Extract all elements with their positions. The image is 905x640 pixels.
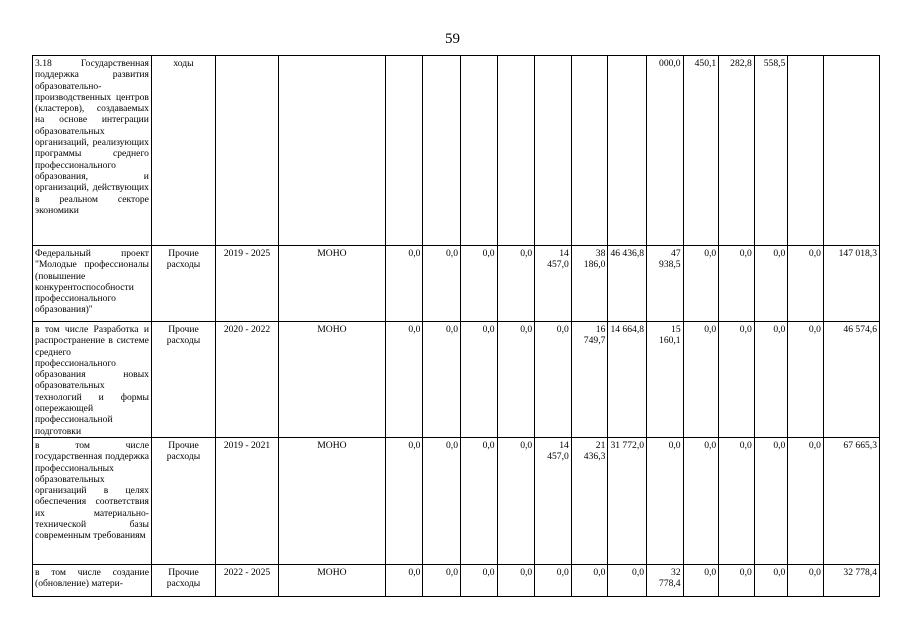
value-cell: 38 186,0: [571, 246, 608, 322]
total-cell: 46 574,6: [823, 322, 879, 438]
value-cell: 0,0: [423, 437, 461, 564]
value-cell: [788, 56, 824, 246]
value-cell: 46 436,8: [608, 246, 647, 322]
value-cell: 0,0: [683, 246, 719, 322]
value-cell: 14 664,8: [608, 322, 647, 438]
value-cell: 0,0: [497, 437, 535, 564]
total-cell: 32 778,4: [823, 564, 879, 596]
period: 2019 - 2025: [216, 246, 279, 322]
value-cell: [461, 56, 498, 246]
executor: МОНО: [279, 437, 386, 564]
value-cell: 14 457,0: [535, 437, 572, 564]
table-row: [33, 246, 880, 322]
value-cell: 0,0: [754, 437, 788, 564]
value-cell: 0,0: [571, 564, 608, 596]
value-cell: 0,0: [719, 246, 755, 322]
value-cell: 0,0: [683, 322, 719, 438]
total-cell: 147 018,3: [823, 246, 879, 322]
expense-type: ходы: [151, 56, 215, 246]
value-cell: [497, 56, 535, 246]
value-cell: 0,0: [535, 564, 572, 596]
value-cell: [571, 56, 608, 246]
value-cell: 0,0: [535, 322, 572, 438]
value-cell: 15 160,1: [647, 322, 684, 438]
value-cell: 0,0: [497, 322, 535, 438]
table-row: [33, 322, 880, 438]
value-cell: 0,0: [423, 322, 461, 438]
value-cell: 0,0: [385, 564, 423, 596]
expense-type: Прочие расходы: [151, 564, 215, 596]
value-cell: 0,0: [754, 246, 788, 322]
row-name: в том числе государственная поддержка профессиональных образовательных организаций в целях обеспечения соответствия их материально-технической базы современным требованиям: [33, 437, 152, 564]
value-cell: 0,0: [719, 322, 755, 438]
expense-type: Прочие расходы: [151, 437, 215, 564]
table-row: [33, 437, 880, 564]
value-cell: 0,0: [608, 564, 647, 596]
row-name: Федеральный проект "Молодые профессионалы (повышение конкурентоспособности профессионального образования)": [33, 246, 152, 322]
value-cell: 0,0: [423, 564, 461, 596]
value-cell: 0,0: [461, 437, 498, 564]
value-cell: 282,8: [719, 56, 755, 246]
value-cell: 0,0: [719, 564, 755, 596]
value-cell: 0,0: [647, 437, 684, 564]
value-cell: 0,0: [385, 322, 423, 438]
value-cell: 0,0: [385, 246, 423, 322]
period: 2019 - 2021: [216, 437, 279, 564]
expense-type: Прочие расходы: [151, 322, 215, 438]
row-name: в том числе создание (обновление) матери-: [33, 564, 152, 596]
value-cell: 0,0: [461, 564, 498, 596]
value-cell: 0,0: [788, 246, 824, 322]
value-cell: 0,0: [461, 246, 498, 322]
value-cell: 31 772,0: [608, 437, 647, 564]
total-cell: 67 665,3: [823, 437, 879, 564]
value-cell: 14 457,0: [535, 246, 572, 322]
row-name: в том числе Разработка и распространение в системе среднего профессионального образования новых образовательных технологий и формы опережающей профессиональной подготовки: [33, 322, 152, 438]
value-cell: 450,1: [683, 56, 719, 246]
value-cell: 0,0: [788, 322, 824, 438]
value-cell: 0,0: [497, 246, 535, 322]
value-cell: 32 778,4: [647, 564, 684, 596]
row-name: 3.18 Государственная поддержка развития образовательно-производственных центров (кластеров), создаваемых на основе интеграции образовательных организаций, реализующих программы среднего профессионального образования, и организаций, действующих в реальном секторе экономики: [33, 56, 152, 246]
value-cell: 0,0: [461, 322, 498, 438]
value-cell: 0,0: [423, 246, 461, 322]
value-cell: 0,0: [683, 564, 719, 596]
value-cell: 0,0: [754, 322, 788, 438]
value-cell: 558,5: [754, 56, 788, 246]
budget-table: [32, 55, 880, 597]
value-cell: 0,0: [385, 437, 423, 564]
executor: [279, 56, 386, 246]
executor: МОНО: [279, 322, 386, 438]
value-cell: 0,0: [754, 564, 788, 596]
value-cell: 0,0: [788, 564, 824, 596]
table-row: [33, 564, 880, 596]
value-cell: [385, 56, 423, 246]
executor: МОНО: [279, 564, 386, 596]
total-cell: [823, 56, 879, 246]
value-cell: [423, 56, 461, 246]
page-number: 59: [445, 31, 460, 47]
expense-type: Прочие расходы: [151, 246, 215, 322]
value-cell: 16 749,7: [571, 322, 608, 438]
period: [216, 56, 279, 246]
value-cell: 0,0: [683, 437, 719, 564]
value-cell: 0,0: [497, 564, 535, 596]
value-cell: 47 938,5: [647, 246, 684, 322]
table-row: [33, 56, 880, 246]
period: 2020 - 2022: [216, 322, 279, 438]
value-cell: 0,0: [788, 437, 824, 564]
period: 2022 - 2025: [216, 564, 279, 596]
executor: МОНО: [279, 246, 386, 322]
value-cell: [608, 56, 647, 246]
value-cell: [535, 56, 572, 246]
value-cell: 000,0: [647, 56, 684, 246]
value-cell: 21 436,3: [571, 437, 608, 564]
value-cell: 0,0: [719, 437, 755, 564]
